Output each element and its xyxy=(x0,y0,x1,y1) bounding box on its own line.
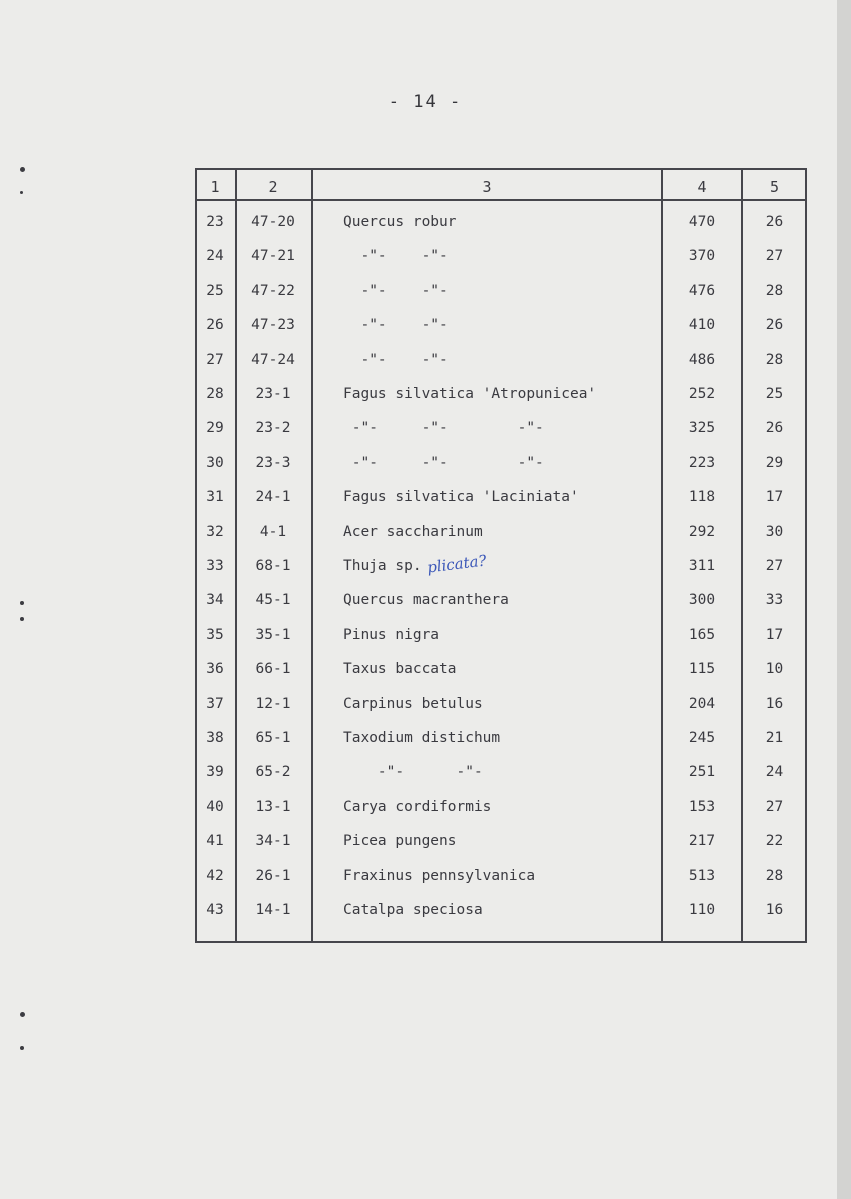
specimen-id: 23-1 xyxy=(255,386,291,402)
punch-hole-mark xyxy=(20,191,23,194)
handwritten-annotation: plicata? xyxy=(426,551,488,577)
species-name: Catalpa speciosa xyxy=(343,902,483,918)
specimen-id: 23-2 xyxy=(255,420,291,436)
value-col5: 22 xyxy=(765,833,784,849)
column-header-3: 3 xyxy=(482,178,492,196)
column-divider xyxy=(311,168,313,943)
value-col5: 17 xyxy=(765,489,784,505)
specimen-id: 47-23 xyxy=(251,317,295,333)
value-col5: 10 xyxy=(765,661,784,677)
row-number: 43 xyxy=(206,902,224,918)
header-separator xyxy=(195,199,807,201)
species-name: Taxus baccata xyxy=(343,661,457,677)
value-col4: 165 xyxy=(688,627,716,643)
column-header-2: 2 xyxy=(268,178,278,196)
species-name: Quercus macranthera xyxy=(343,592,509,608)
species-name: Carya cordiformis xyxy=(343,799,492,815)
value-col4: 470 xyxy=(688,214,716,230)
value-col5: 28 xyxy=(765,352,784,368)
species-name: Fagus silvatica 'Atropunicea' xyxy=(343,386,597,402)
row-number: 34 xyxy=(206,592,224,608)
species-name: -"- -"- xyxy=(343,248,448,264)
row-number: 33 xyxy=(206,558,224,574)
species-name: Picea pungens xyxy=(343,833,457,849)
value-col5: 16 xyxy=(765,902,784,918)
column-header-5: 5 xyxy=(769,178,780,196)
page-edge-shadow xyxy=(837,0,851,1199)
column-header-4: 4 xyxy=(697,178,707,196)
row-number: 25 xyxy=(206,283,224,299)
value-col5: 26 xyxy=(765,420,784,436)
row-number: 24 xyxy=(206,248,224,264)
value-col5: 16 xyxy=(765,696,784,712)
specimen-id: 47-21 xyxy=(251,248,295,264)
value-col5: 29 xyxy=(765,455,784,471)
value-col4: 115 xyxy=(688,661,716,677)
specimen-id: 65-2 xyxy=(255,764,291,780)
species-name: -"- -"- -"- xyxy=(343,455,544,471)
value-col4: 300 xyxy=(688,592,716,608)
value-col4: 325 xyxy=(688,420,716,436)
row-number: 37 xyxy=(206,696,224,712)
value-col4: 410 xyxy=(688,317,716,333)
value-col4: 153 xyxy=(688,799,716,815)
value-col5: 33 xyxy=(765,592,784,608)
row-number: 31 xyxy=(206,489,224,505)
species-name: -"- -"- xyxy=(343,283,448,299)
specimen-id: 34-1 xyxy=(255,833,291,849)
species-name: Quercus robur xyxy=(343,214,457,230)
table-bottom-border xyxy=(195,941,807,943)
value-col4: 486 xyxy=(688,352,716,368)
specimen-id: 65-1 xyxy=(255,730,291,746)
specimen-id: 47-20 xyxy=(251,214,295,230)
species-name: -"- -"- xyxy=(343,764,483,780)
row-number: 28 xyxy=(206,386,224,402)
punch-hole-mark xyxy=(20,617,24,621)
species-name: -"- -"- xyxy=(343,352,448,368)
specimen-id: 13-1 xyxy=(255,799,291,815)
specimen-id: 66-1 xyxy=(255,661,291,677)
value-col5: 28 xyxy=(765,868,784,884)
row-number: 30 xyxy=(206,455,224,471)
row-number: 36 xyxy=(206,661,224,677)
species-name: Taxodium distichum xyxy=(343,730,501,746)
value-col4: 311 xyxy=(688,558,716,574)
value-col4: 217 xyxy=(688,833,716,849)
specimen-id: 45-1 xyxy=(255,592,291,608)
value-col4: 292 xyxy=(688,524,716,540)
specimen-id: 47-24 xyxy=(251,352,295,368)
row-number: 32 xyxy=(206,524,224,540)
value-col5: 27 xyxy=(765,558,784,574)
value-col5: 21 xyxy=(765,730,784,746)
value-col4: 118 xyxy=(688,489,716,505)
specimen-id: 12-1 xyxy=(255,696,291,712)
value-col4: 251 xyxy=(688,764,716,780)
row-number: 39 xyxy=(206,764,224,780)
species-name: Pinus nigra xyxy=(343,627,440,643)
row-number: 40 xyxy=(206,799,224,815)
row-number: 27 xyxy=(206,352,224,368)
column-header-1: 1 xyxy=(210,178,220,196)
row-number: 26 xyxy=(206,317,224,333)
value-col5: 25 xyxy=(765,386,784,402)
page-number: - 14 - xyxy=(388,92,463,112)
row-number: 23 xyxy=(206,214,224,230)
row-number: 29 xyxy=(206,420,224,436)
punch-hole-mark xyxy=(20,601,24,605)
specimen-id: 26-1 xyxy=(255,868,291,884)
value-col5: 26 xyxy=(765,317,784,333)
species-name: Acer saccharinum xyxy=(343,524,483,540)
specimen-id: 24-1 xyxy=(255,489,291,505)
species-name: -"- -"- -"- xyxy=(343,420,544,436)
value-col4: 245 xyxy=(688,730,716,746)
value-col5: 26 xyxy=(765,214,784,230)
specimen-id: 35-1 xyxy=(255,627,291,643)
value-col5: 24 xyxy=(765,764,784,780)
species-name: Fraxinus pennsylvanica xyxy=(343,868,536,884)
value-col4: 110 xyxy=(688,902,716,918)
punch-hole-mark xyxy=(20,1012,25,1017)
value-col4: 476 xyxy=(688,283,716,299)
species-name: Fagus silvatica 'Laciniata' xyxy=(343,489,579,505)
specimen-id: 68-1 xyxy=(255,558,291,574)
value-col4: 370 xyxy=(688,248,716,264)
value-col5: 27 xyxy=(765,248,784,264)
value-col4: 223 xyxy=(688,455,716,471)
value-col4: 513 xyxy=(688,868,716,884)
value-col4: 252 xyxy=(688,386,716,402)
specimen-id: 47-22 xyxy=(251,283,295,299)
specimen-id: 14-1 xyxy=(255,902,291,918)
value-col4: 204 xyxy=(688,696,716,712)
value-col5: 17 xyxy=(765,627,784,643)
table-top-border xyxy=(195,168,807,170)
value-col5: 30 xyxy=(765,524,784,540)
data-table xyxy=(195,168,807,943)
value-col5: 27 xyxy=(765,799,784,815)
specimen-id: 23-3 xyxy=(255,455,291,471)
row-number: 41 xyxy=(206,833,224,849)
row-number: 35 xyxy=(206,627,224,643)
row-number: 38 xyxy=(206,730,224,746)
punch-hole-mark xyxy=(20,167,25,172)
value-col5: 28 xyxy=(765,283,784,299)
punch-hole-mark xyxy=(20,1046,24,1050)
row-number: 42 xyxy=(206,868,224,884)
specimen-id: 4-1 xyxy=(259,524,287,540)
species-name: -"- -"- xyxy=(343,317,448,333)
species-name: Thuja sp. xyxy=(343,558,422,574)
species-name: Carpinus betulus xyxy=(343,696,483,712)
